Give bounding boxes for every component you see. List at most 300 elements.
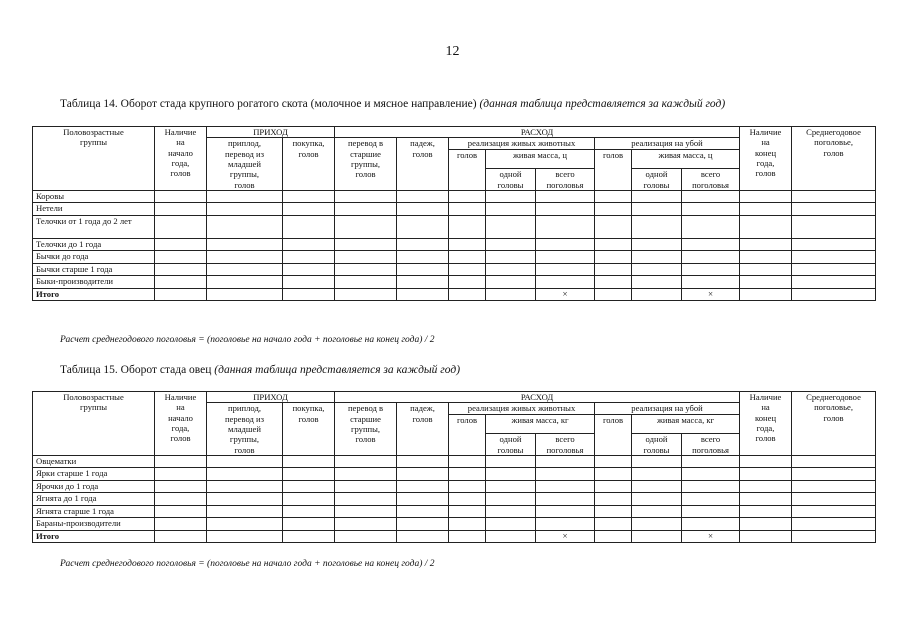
input-cell[interactable] [207, 493, 283, 506]
row-label: Быки-производители [33, 276, 155, 289]
input-cell[interactable] [449, 190, 486, 203]
input-cell[interactable] [449, 505, 486, 518]
table14-caption-main: Таблица 14. Оборот стада крупного рогатого скота (молочное и мясное направление) [60, 98, 477, 110]
average-line: голов [823, 412, 844, 423]
input-cell[interactable] [682, 493, 740, 506]
input-cell[interactable] [632, 288, 682, 301]
death-line: голов [412, 148, 433, 159]
total-row [33, 288, 876, 301]
input-cell[interactable] [283, 190, 335, 203]
header-live-heads: голов [449, 414, 486, 455]
average-line: поголовье, [814, 137, 853, 148]
input-cell[interactable] [486, 480, 536, 493]
input-cell[interactable] [155, 251, 207, 264]
input-cell[interactable] [449, 493, 486, 506]
input-cell[interactable] [792, 263, 876, 276]
input-cell[interactable] [283, 263, 335, 276]
cross-mark: × [536, 288, 595, 301]
header-income: ПРИХОД [207, 127, 335, 138]
input-cell[interactable] [740, 480, 792, 493]
death-line: падеж, [410, 138, 435, 149]
input-cell[interactable] [449, 251, 486, 264]
offspring-line: группы, [229, 169, 260, 180]
input-cell[interactable] [283, 203, 335, 216]
input-cell[interactable] [792, 530, 876, 543]
input-cell[interactable] [283, 288, 335, 301]
input-cell[interactable] [632, 480, 682, 493]
input-cell[interactable] [682, 238, 740, 251]
input-cell[interactable] [632, 190, 682, 203]
input-cell[interactable] [740, 493, 792, 506]
one-head-line: одной [645, 434, 668, 445]
input-cell[interactable] [449, 263, 486, 276]
input-cell[interactable] [595, 530, 632, 543]
input-cell[interactable] [335, 480, 397, 493]
input-cell[interactable] [740, 238, 792, 251]
input-cell[interactable] [397, 276, 449, 289]
input-cell[interactable] [155, 215, 207, 238]
start-line: Наличие [164, 127, 197, 137]
input-cell[interactable] [792, 518, 876, 531]
input-cell[interactable] [155, 505, 207, 518]
input-cell[interactable] [682, 203, 740, 216]
input-cell[interactable] [740, 276, 792, 289]
row-label: Коровы [33, 190, 155, 203]
table15-grid [32, 391, 876, 543]
input-cell[interactable] [486, 263, 536, 276]
input-cell[interactable] [155, 455, 207, 468]
input-cell[interactable] [449, 238, 486, 251]
input-cell[interactable] [536, 203, 595, 216]
input-cell[interactable] [283, 215, 335, 238]
page-number: 12 [445, 44, 460, 59]
input-cell[interactable] [397, 288, 449, 301]
input-cell[interactable] [335, 215, 397, 238]
input-cell[interactable] [207, 238, 283, 251]
input-cell[interactable] [486, 468, 536, 481]
input-cell[interactable] [632, 203, 682, 216]
input-cell[interactable] [449, 215, 486, 238]
input-cell[interactable] [632, 251, 682, 264]
input-cell[interactable] [207, 215, 283, 238]
input-cell[interactable] [207, 276, 283, 289]
table-row [33, 238, 876, 251]
input-cell[interactable] [682, 455, 740, 468]
transfer-line: перевод в [347, 138, 384, 149]
input-cell[interactable] [682, 215, 740, 238]
input-cell[interactable] [536, 493, 595, 506]
all-heads-line: поголовья [546, 444, 584, 455]
input-cell[interactable] [740, 530, 792, 543]
offspring-line: младшей [228, 423, 261, 434]
purchase-line: покупка, [292, 403, 325, 414]
input-cell[interactable] [595, 505, 632, 518]
input-cell[interactable] [335, 190, 397, 203]
input-cell[interactable] [335, 263, 397, 276]
death-line: падеж, [410, 403, 435, 414]
input-cell[interactable] [536, 468, 595, 481]
input-cell[interactable] [740, 190, 792, 203]
input-cell[interactable] [283, 455, 335, 468]
input-cell[interactable] [155, 493, 207, 506]
purchase-line: голов [298, 413, 319, 424]
input-cell[interactable] [595, 215, 632, 238]
row-label: Ягнята до 1 года [33, 493, 155, 506]
end-line: года, [756, 422, 775, 433]
input-cell[interactable] [449, 203, 486, 216]
header-offspring [207, 403, 283, 456]
start-line: года, [171, 157, 190, 168]
age-groups-line: группы [80, 137, 107, 148]
input-cell[interactable] [283, 238, 335, 251]
input-cell[interactable] [595, 190, 632, 203]
input-cell[interactable] [536, 518, 595, 531]
input-cell[interactable] [335, 468, 397, 481]
header-expense: РАСХОД [335, 127, 740, 138]
cross-mark: × [536, 530, 595, 543]
input-cell[interactable] [207, 203, 283, 216]
input-cell[interactable] [397, 455, 449, 468]
input-cell[interactable] [595, 238, 632, 251]
input-cell[interactable] [536, 251, 595, 264]
transfer-line: группы, [350, 423, 381, 434]
input-cell[interactable] [155, 203, 207, 216]
end-line: на [761, 402, 770, 413]
input-cell[interactable] [155, 530, 207, 543]
input-cell[interactable] [595, 468, 632, 481]
input-cell[interactable] [283, 251, 335, 264]
input-cell[interactable] [632, 518, 682, 531]
input-cell[interactable] [155, 480, 207, 493]
input-cell[interactable] [682, 251, 740, 264]
header-purchase [283, 403, 335, 456]
table15-caption [60, 364, 460, 376]
header-death [397, 403, 449, 456]
header-start-count [155, 127, 207, 191]
input-cell[interactable] [792, 190, 876, 203]
input-cell[interactable] [595, 455, 632, 468]
input-cell[interactable] [740, 468, 792, 481]
start-line: начало [168, 412, 193, 423]
purchase-line: покупка, [292, 138, 325, 149]
input-cell[interactable] [207, 190, 283, 203]
input-cell[interactable] [536, 263, 595, 276]
start-line: голов [170, 168, 191, 179]
input-cell[interactable] [595, 518, 632, 531]
offspring-line: приплод, [228, 138, 261, 149]
table-row [33, 251, 876, 264]
input-cell[interactable] [486, 530, 536, 543]
input-cell[interactable] [536, 505, 595, 518]
input-cell[interactable] [682, 468, 740, 481]
row-label: Ягнята старше 1 года [33, 505, 155, 518]
header-live-sale: реализация живых животных [449, 138, 595, 149]
input-cell[interactable] [397, 468, 449, 481]
table-row [33, 493, 876, 506]
one-head-line: одной [499, 434, 522, 445]
table14-note: Расчет среднегодового поголовья = (поголовье на начало года + поголовье на конец года) / 2 [60, 335, 435, 345]
input-cell[interactable] [486, 518, 536, 531]
table14-caption-italic: (данная таблица представляется за каждый год) [479, 98, 726, 110]
transfer-line: голов [355, 169, 376, 180]
input-cell[interactable] [632, 468, 682, 481]
input-cell[interactable] [207, 505, 283, 518]
input-cell[interactable] [486, 203, 536, 216]
input-cell[interactable] [536, 480, 595, 493]
transfer-line: старшие [350, 148, 381, 159]
input-cell[interactable] [449, 468, 486, 481]
input-cell[interactable] [792, 288, 876, 301]
input-cell[interactable] [335, 455, 397, 468]
header-age-groups [33, 127, 155, 191]
one-head-line: одной [645, 169, 668, 180]
input-cell[interactable] [740, 251, 792, 264]
average-line: Среднегодовое [806, 127, 861, 137]
input-cell[interactable] [792, 276, 876, 289]
input-cell[interactable] [486, 215, 536, 238]
age-groups-line: Половозрастные [63, 127, 124, 137]
input-cell[interactable] [486, 276, 536, 289]
input-cell[interactable] [207, 468, 283, 481]
input-cell[interactable] [682, 518, 740, 531]
input-cell[interactable] [283, 530, 335, 543]
header-live-weight: живая масса, кг [486, 414, 595, 434]
input-cell[interactable] [449, 276, 486, 289]
input-cell[interactable] [536, 238, 595, 251]
input-cell[interactable] [335, 530, 397, 543]
one-head-line: головы [497, 444, 524, 455]
input-cell[interactable] [740, 203, 792, 216]
input-cell[interactable] [536, 276, 595, 289]
input-cell[interactable] [632, 493, 682, 506]
input-cell[interactable] [397, 505, 449, 518]
header-slaughter-weight: живая масса, ц [632, 149, 740, 169]
input-cell[interactable] [207, 530, 283, 543]
input-cell[interactable] [397, 203, 449, 216]
input-cell[interactable] [632, 215, 682, 238]
header-age-groups [33, 392, 155, 456]
total-label: Итого [33, 530, 155, 543]
input-cell[interactable] [682, 276, 740, 289]
start-line: на [176, 402, 185, 413]
input-cell[interactable] [449, 518, 486, 531]
input-cell[interactable] [595, 480, 632, 493]
purchase-line: голов [298, 148, 319, 159]
input-cell[interactable] [486, 190, 536, 203]
input-cell[interactable] [449, 480, 486, 493]
input-cell[interactable] [792, 215, 876, 238]
input-cell[interactable] [449, 455, 486, 468]
input-cell[interactable] [536, 455, 595, 468]
input-cell[interactable] [155, 468, 207, 481]
one-head-line: одной [499, 169, 522, 180]
input-cell[interactable] [397, 493, 449, 506]
input-cell[interactable] [792, 505, 876, 518]
input-cell[interactable] [207, 455, 283, 468]
input-cell[interactable] [283, 518, 335, 531]
input-cell[interactable] [155, 263, 207, 276]
one-head-line: головы [497, 179, 524, 190]
input-cell[interactable] [595, 288, 632, 301]
input-cell[interactable] [155, 276, 207, 289]
header-income: ПРИХОД [207, 392, 335, 403]
header-start-count [155, 392, 207, 456]
input-cell[interactable] [486, 288, 536, 301]
one-head-line: головы [643, 179, 670, 190]
input-cell[interactable] [207, 480, 283, 493]
input-cell[interactable] [335, 493, 397, 506]
table-row [33, 455, 876, 468]
average-line: голов [823, 147, 844, 158]
input-cell[interactable] [740, 518, 792, 531]
input-cell[interactable] [283, 493, 335, 506]
input-cell[interactable] [207, 518, 283, 531]
input-cell[interactable] [397, 480, 449, 493]
input-cell[interactable] [335, 238, 397, 251]
input-cell[interactable] [155, 190, 207, 203]
input-cell[interactable] [397, 238, 449, 251]
row-label: Телочки до 1 года [33, 238, 155, 251]
input-cell[interactable] [397, 215, 449, 238]
input-cell[interactable] [595, 276, 632, 289]
average-line: Среднегодовое [806, 392, 861, 402]
input-cell[interactable] [397, 530, 449, 543]
row-label: Ярочки до 1 года [33, 480, 155, 493]
input-cell[interactable] [682, 505, 740, 518]
header-live-one-head [486, 169, 536, 191]
table15-note: Расчет среднегодового поголовья = (поголовье на начало года + поголовье на конец года) / 2 [60, 559, 435, 569]
input-cell[interactable] [283, 505, 335, 518]
row-label: Бычки старше 1 года [33, 263, 155, 276]
input-cell[interactable] [595, 493, 632, 506]
input-cell[interactable] [682, 190, 740, 203]
table-row [33, 468, 876, 481]
offspring-line: перевод из [224, 413, 265, 424]
end-line: Наличие [749, 127, 782, 137]
row-label: Бараны-производители [33, 518, 155, 531]
input-cell[interactable] [207, 263, 283, 276]
input-cell[interactable] [792, 251, 876, 264]
input-cell[interactable] [207, 288, 283, 301]
input-cell[interactable] [283, 480, 335, 493]
end-line: года, [756, 157, 775, 168]
age-groups-line: Половозрастные [63, 392, 124, 402]
input-cell[interactable] [595, 263, 632, 276]
input-cell[interactable] [486, 505, 536, 518]
row-label: Овцематки [33, 455, 155, 468]
input-cell[interactable] [792, 238, 876, 251]
input-cell[interactable] [335, 203, 397, 216]
input-cell[interactable] [536, 190, 595, 203]
header-death [397, 138, 449, 191]
header-end-count [740, 127, 792, 191]
header-live-sale: реализация живых животных [449, 403, 595, 414]
input-cell[interactable] [740, 263, 792, 276]
input-cell[interactable] [397, 263, 449, 276]
transfer-line: голов [355, 434, 376, 445]
end-line: конец [755, 147, 777, 158]
header-slaughter-one-head [632, 434, 682, 456]
input-cell[interactable] [335, 288, 397, 301]
input-cell[interactable] [449, 288, 486, 301]
input-cell[interactable] [740, 505, 792, 518]
input-cell[interactable] [486, 455, 536, 468]
input-cell[interactable] [792, 468, 876, 481]
input-cell[interactable] [792, 203, 876, 216]
input-cell[interactable] [155, 518, 207, 531]
input-cell[interactable] [740, 455, 792, 468]
input-cell[interactable] [792, 455, 876, 468]
input-cell[interactable] [486, 251, 536, 264]
input-cell[interactable] [397, 251, 449, 264]
input-cell[interactable] [740, 288, 792, 301]
input-cell[interactable] [632, 238, 682, 251]
table15-caption-main: Таблица 15. Оборот стада овец [60, 364, 212, 376]
input-cell[interactable] [397, 518, 449, 531]
input-cell[interactable] [682, 480, 740, 493]
input-cell[interactable] [207, 251, 283, 264]
input-cell[interactable] [632, 530, 682, 543]
input-cell[interactable] [792, 480, 876, 493]
input-cell[interactable] [740, 215, 792, 238]
input-cell[interactable] [595, 203, 632, 216]
header-live-one-head [486, 434, 536, 456]
input-cell[interactable] [632, 276, 682, 289]
input-cell[interactable] [283, 468, 335, 481]
transfer-line: старшие [350, 413, 381, 424]
start-line: голов [170, 433, 191, 444]
start-line: начало [168, 147, 193, 158]
all-heads-line: поголовья [546, 179, 584, 190]
input-cell[interactable] [536, 215, 595, 238]
cross-mark: × [682, 288, 740, 301]
input-cell[interactable] [486, 493, 536, 506]
row-label: Нетели [33, 203, 155, 216]
offspring-line: голов [234, 444, 255, 455]
table-row [33, 203, 876, 216]
offspring-line: группы, [229, 434, 260, 445]
table14-grid [32, 126, 876, 301]
end-line: Наличие [749, 392, 782, 402]
end-line: голов [755, 433, 776, 444]
input-cell[interactable] [449, 530, 486, 543]
table14-caption [60, 98, 725, 110]
header-slaughter-one-head [632, 169, 682, 191]
input-cell[interactable] [335, 276, 397, 289]
death-line: голов [412, 413, 433, 424]
header-transfer [335, 403, 397, 456]
input-cell[interactable] [397, 190, 449, 203]
input-cell[interactable] [632, 505, 682, 518]
input-cell[interactable] [632, 455, 682, 468]
header-slaughter-all-heads [682, 169, 740, 191]
header-offspring [207, 138, 283, 191]
input-cell[interactable] [486, 238, 536, 251]
input-cell[interactable] [595, 251, 632, 264]
all-heads-line: всего [700, 169, 721, 180]
header-live-all-heads [536, 169, 595, 191]
input-cell[interactable] [632, 263, 682, 276]
input-cell[interactable] [682, 263, 740, 276]
input-cell[interactable] [155, 238, 207, 251]
input-cell[interactable] [792, 493, 876, 506]
input-cell[interactable] [335, 251, 397, 264]
input-cell[interactable] [335, 518, 397, 531]
input-cell[interactable] [283, 276, 335, 289]
transfer-line: группы, [350, 158, 381, 169]
input-cell[interactable] [335, 505, 397, 518]
input-cell[interactable] [155, 288, 207, 301]
